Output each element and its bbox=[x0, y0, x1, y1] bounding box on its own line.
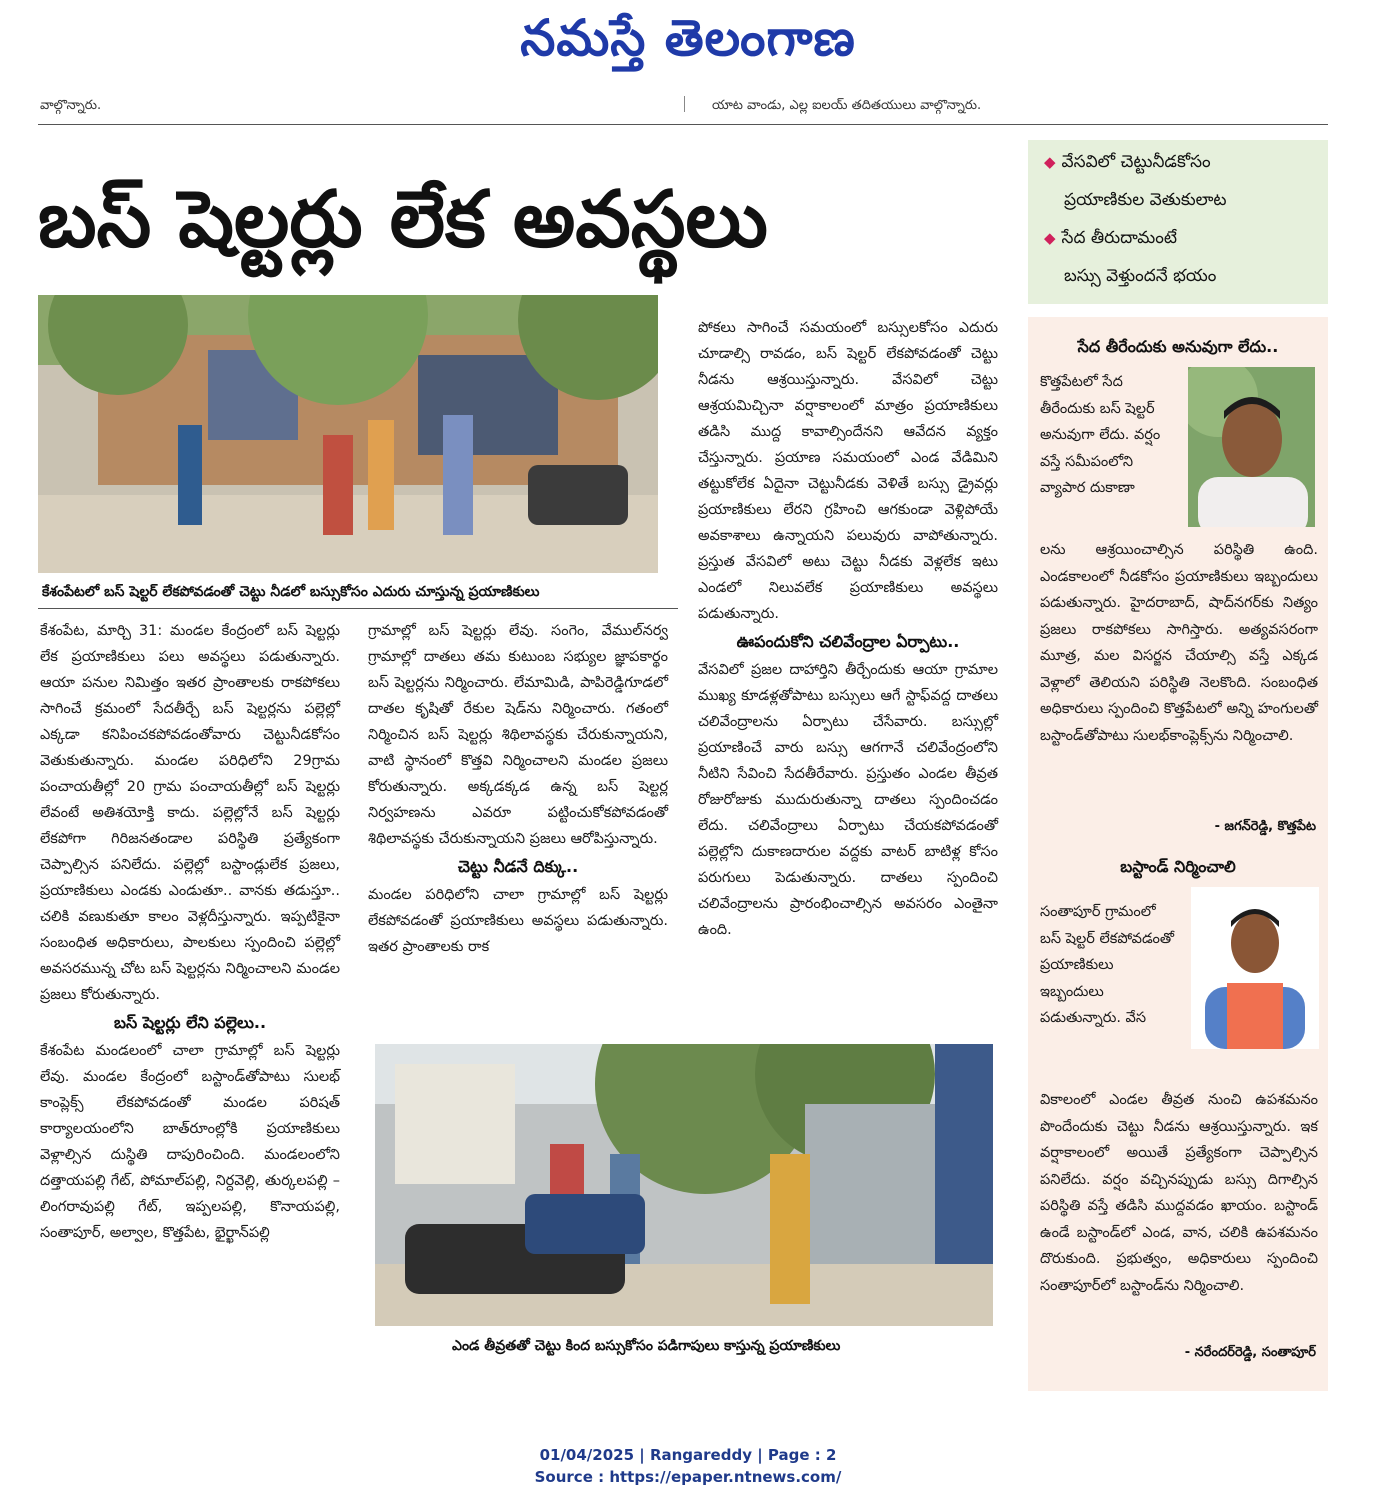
diamond-bullet-icon: ◆ bbox=[1044, 153, 1056, 171]
quote2-lead: సంతాపూర్ గ్రామంలో బస్ షెల్టర్ లేకపోవడంతో ప్రయాణికులు ఇబ్బందులు పడుతున్నారు. వేస bbox=[1040, 904, 1174, 1026]
quote1-title: సేద తీరేందుకు అనువుగా లేదు.. bbox=[1077, 337, 1279, 356]
subheading: చెట్టు నీడనే దిక్కు.. bbox=[457, 857, 579, 876]
subheading: బస్ షెల్టర్లు లేని పల్లెలు.. bbox=[113, 1013, 267, 1032]
paragraph: వేసవిలో ప్రజల దాహార్తిని తీర్చేందుకు ఆయా గ్రామాల ముఖ్య కూడళ్లతోపాటు బస్సులు ఆగే స్టాఫ్‌వద్ద దాతలు చలివేంద్రాలను ఏర్పాటు చేసేవారు. బస్సుల్లో ప్రయాణించే వారు బస్సు ఆగగానే చలివేంద్రంలోని నీటిని సేవించి సేదతీరేవారు. ప్రస్తుతం ఎండల తీవ్రత రోజురోజుకు ముదురుతున్నా దాతలు స్పందించడం లేదు. చలివేంద్రాలు ఏర్పాటు చేయకపోవడంతో పల్లెల్లోని దుకాణదారుల వద్దకు వాటర్ బాటిళ్ల కోసం పరుగులు పెడుతున్నారు. దాతలు స్పందించి చలివేంద్రాలను ప్రారంభించాల్సిన అవసరం ఎంతైనా ఉంది. bbox=[698, 662, 998, 938]
quote1-lead: కొత్తపేటలో సేద తీరేందుకు బస్ షెల్టర్ అనువుగా లేదు. వర్షం వస్తే సమీపంలోని వ్యాపార దుకాణా bbox=[1040, 374, 1161, 496]
paragraph: మండల పరిధిలోని చాలా గ్రామాల్లో బస్ షెల్టర్లు లేకపోవడంతో ప్రయాణికులు అవస్థలు పడుతున్నారు. ఇతర ప్రాంతాలకు రాక bbox=[368, 887, 668, 955]
paragraph: పోకలు సాగించే సమయంలో బస్సులకోసం ఎదురు చూడాల్సి రావడం, బస్ షెల్టర్ లేకపోవడంతో చెట్టు నీడను ఆశ్రయిస్తున్నారు. వేసవిలో చెట్టు ఆశ్రయమిచ్చినా వర్షాకాలంలో మాత్రం ప్రయాణికులు తడిసి ముద్ద కావాల్సిందేనని ఆవేదన వ్యక్తం చేస్తున్నారు. ప్రయాణ సమయంలో ఎండ వేడిమిని తట్టుకోలేక ఏదైనా చెట్టునీడకు వెళితే బస్సు డ్రైవర్లు ప్రయాణికులు లేరని గ్రహించి ఆగకుండా వెళ్లిపోయే అవకాశాలు ఉన్నాయని పలువురు వాపోతున్నారు. ప్రస్తుత వేసవిలో అటు చెట్టు నీడకు వెళ్లలేక ఇటు ఎండలో నిలువలేక ప్రయాణికులు అవస్థలు పడుతున్నారు. bbox=[698, 320, 998, 622]
quote2-title: బస్టాండ్ నిర్మించాలి bbox=[1120, 857, 1236, 876]
paragraph: కేశంపేట, మార్చి 31: మండల కేంద్రంలో బస్ షెల్టర్లు లేక ప్రయాణికులు పలు అవస్థలు పడుతున్నారు. ఆయా పనుల నిమిత్తం ఇతర ప్రాంతాలకు రాకపోకలు సాగించే క్రమంలో సేదతీర్చే బస్ షెల్టర్లను పల్లెల్లో ఎక్కడా కనిపించకపోవడంతోవారు చెట్టునీడకోసం వెతుకుతున్నారు. మండల పరిధిలోని 29గ్రామ పంచాయతీల్లో 20 గ్రామ పంచాయతీల్లో బస్ షెల్టర్లు లేవంటే అతిశయోక్తి కాదు. పల్లెల్లోనే బస్ షెల్టర్లు లేకపోగా గిరిజనతండాల పరిస్థితి ప్రత్యేకంగా చెప్పాల్సిన పనిలేదు. పల్లెల్లో బస్టాండ్లులేక ప్రజలు, ప్రయాణికులు ఎండకు ఎండుతూ.. వానకు తడుస్తూ.. చలికి వణుకుతూ కాలం వెళ్లదీస్తున్నారు. ఇప్పటికైనా సంబంధిత అధికారులు, పాలకులు స్పందించి పల్లెల్లో అవసరమున్న చోట బస్ షెల్టర్లను నిర్మించాలని మండల ప్రజలు కోరుతున్నారు. bbox=[40, 623, 340, 1003]
paragraph: కేశంపేట మండలంలో చాలా గ్రామాల్లో బస్ షెల్టర్లు లేవు. మండల కేంద్రంలో బస్టాండ్‌తోపాటు సులభ్ కాంప్లెక్స్ లేకపోవడంతో మండల పరిషత్ కార్యాలయంలోని బాత్‌రూంల్లోకి ప్రయాణికులు వెళ్లాల్సిన దుస్థితి దాపురించింది. మండలంలోని దత్తాయపల్లి గేట్, పోమాల్‌పల్లి, నిర్దవెల్లి, తుర్కలపల్లి – లింగరావుపల్లి గేట్, ఇప్పలపల్లి, కొనాయపల్లి, సంతాపూర్, అల్వాల, కొత్తపేట, భైర్ఖాన్‌పల్లి bbox=[40, 1043, 340, 1241]
highlights-box bbox=[1028, 140, 1328, 304]
top-snippet-left: వాల్గొన్నారు. bbox=[40, 98, 102, 113]
newspaper-masthead: నమస్తే తెలంగాణ bbox=[520, 8, 856, 67]
headline: బస్ షెల్టర్లు లేక అవస్థలు bbox=[38, 175, 768, 265]
footer-source: Source : https://epaper.ntnews.com/ bbox=[534, 1468, 842, 1486]
footer-date-edition: 01/04/2025 | Rangareddy | Page : 2 bbox=[539, 1446, 837, 1464]
photo1-caption: కేశంపేటలో బస్ షెల్టర్ లేకపోవడంతో చెట్టు నీడలో బస్సుకోసం ఎదురు చూస్తున్న ప్రయాణికులు bbox=[42, 584, 540, 600]
highlight-item: బస్సు వెళ్తుందనే భయం bbox=[1064, 266, 1217, 286]
paragraph: గ్రామాల్లో బస్ షెల్టర్లు లేవు. సంగెం, వేముల్‌నర్వ గ్రామాల్లో దాతలు తమ కుటుంబ సభ్యుల జ్ఞాపకార్థం బస్ షెల్టర్లను నిర్మించారు. లేమామిడి, పాపిరెడ్డిగూడలో దాతల కృషితో రేకుల షెడ్‌ను నిర్మించారు. గతంలో నిర్మించిన బస్ షెల్టర్లు శిథిలావస్థకు చేరుకున్నాయని, వాటి స్థానంలో కొత్తవి నిర్మించాలని మండల ప్రజలు కోరుతున్నారు. అక్కడక్కడ ఉన్న బస్ షెల్టర్ల నిర్వహణను ఎవరూ పట్టించుకోకపోవడంతో శిథిలావస్థకు చేరుకున్నాయని ప్రజలు ఆరోపిస్తున్నారు. bbox=[368, 623, 668, 847]
top-snippet-right: యాట వాండు, ఎల్ల ఐలయ్ తదితయులు వాల్గొన్నారు. bbox=[712, 98, 982, 113]
top-rule bbox=[38, 124, 1328, 125]
avatar-jaganreddy bbox=[1188, 367, 1315, 527]
top-divider bbox=[684, 96, 685, 112]
highlight-item: ◆ వేసవిలో చెట్టునీడకోసం bbox=[1044, 152, 1211, 172]
highlight-item: ప్రయాణికుల వెతుకులాట bbox=[1064, 190, 1227, 210]
quotes-sidebar bbox=[1028, 317, 1328, 1391]
diamond-bullet-icon: ◆ bbox=[1044, 229, 1056, 247]
quote1-body: లను ఆశ్రయించాల్సిన పరిస్థితి ఉంది. ఎండకాలంలో నీడకోసం ప్రయాణికులు ఇబ్బందులు పడుతున్నారు. హైదరాబాద్, షాద్‌నగర్‌కు నిత్యం ప్రజలు రాకపోకలు సాగిస్తారు. అత్యవసరంగా మూత్ర, మల విసర్జన చేయాల్సి వస్తే ఎక్కడ వెళ్లాలో తెలియని పరిస్థితి నెలకొంది. సంబంధిత అధికారులు స్పందించి కొత్తపేటలో అన్ని హంగులతో బస్టాండ్‌తోపాటు సులభ్‌కాంప్లెక్స్‌ను నిర్మించాలి. bbox=[1040, 542, 1318, 744]
photo-passengers-waiting bbox=[375, 1044, 993, 1326]
quote2-body: వికాలంలో ఎండల తీవ్రత నుంచి ఉపశమనం పొందేందుకు చెట్టు నీడను ఆశ్రయిస్తున్నారు. ఇక వర్షాకాలంలో అయితే ప్రత్యేకంగా చెప్పాల్సిన పనిలేదు. వర్షం వచ్చినప్పుడు బస్సు దిగాల్సిన పరిస్థితి వస్తే తడిసి ముద్దవడం ఖాయం. బస్టాండ్ ఉండే బస్టాండ్‌లో ఎండ, వాన, చలికి ఉపశమనం దొరుకుంది. ప్రభుత్వం, అధికారులు స్పందించి సంతాపూర్‌లో బస్టాండ్‌ను నిర్మించాలి. bbox=[1040, 1092, 1318, 1294]
highlight-item: ◆ సేద తీరుదామంటే bbox=[1044, 228, 1178, 248]
subheading: ఊపందుకోని చలివేంద్రాల ఏర్పాటు.. bbox=[736, 632, 960, 651]
quote1-signature: - జగన్‌రెడ్డి, కొత్తపేట bbox=[1214, 819, 1316, 834]
caption-rule bbox=[38, 608, 678, 609]
quote2-signature: - నరేందర్‌రెడ్డి, సంతాపూర్ bbox=[1184, 1345, 1316, 1360]
photo-passengers-under-tree bbox=[38, 295, 658, 573]
avatar-narenderreddy bbox=[1191, 887, 1319, 1049]
photo2-caption: ఎండ తీవ్రతతో చెట్టు కింద బస్సుకోసం పడిగాపులు కాస్తున్న ప్రయాణికులు bbox=[452, 1338, 841, 1354]
article-column-3 bbox=[698, 315, 998, 943]
article-column-2 bbox=[368, 618, 668, 960]
article-column-1 bbox=[40, 618, 340, 1246]
